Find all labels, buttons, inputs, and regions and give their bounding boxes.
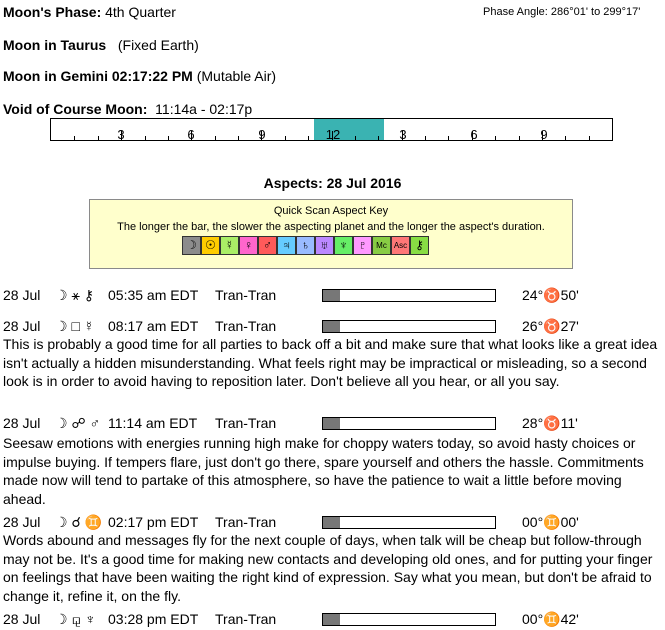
- quick-scan-aspect-key: [89, 199, 573, 269]
- aspect-row: [0, 611, 665, 629]
- timeline-label: 12: [325, 127, 341, 142]
- timeline-tick: [355, 136, 356, 140]
- moon-phase-line: [3, 4, 176, 20]
- phase-angle: Phase Angle: 286°01' to 299°17': [483, 6, 641, 18]
- aspect-duration-bar: [322, 613, 496, 626]
- timeline-tick: [425, 136, 426, 140]
- aspect-type: Tran-Tran: [215, 611, 277, 627]
- planet-key-swatch: Mc: [372, 236, 391, 255]
- timeline-tick: [378, 136, 379, 140]
- timeline-tick: [238, 136, 239, 140]
- aspect-glyphs: ☽ ☍ ♂: [55, 415, 101, 431]
- timeline-tick: [589, 136, 590, 140]
- aspect-date: 28 Jul: [3, 287, 41, 303]
- aspects-title: Aspects: 28 Jul 2016: [263, 175, 402, 191]
- aspect-time: 08:17 am EDT: [108, 318, 199, 334]
- aspect-key-description: The longer the bar, the slower the aspecting planet and the longer the aspect's duration.: [117, 221, 545, 233]
- aspect-position: 00°♊42': [522, 611, 579, 627]
- timeline-tick: [145, 136, 146, 140]
- timeline-tick: [308, 136, 309, 140]
- timeline-tick: [565, 136, 566, 140]
- void-of-course-label: Void of Course Moon:: [3, 101, 148, 117]
- aspect-duration-bar: [322, 417, 496, 430]
- aspect-position: 28°♉11': [522, 415, 578, 431]
- timeline-label: 9: [258, 127, 266, 142]
- moon-in-gemini-line: [3, 68, 276, 84]
- aspect-duration-bar: [322, 289, 496, 302]
- planet-key-swatch: ☽: [182, 236, 201, 255]
- planet-key-swatch: ♅: [315, 236, 334, 255]
- aspect-time: 02:17 pm EDT: [108, 514, 199, 530]
- planet-color-key: [182, 236, 429, 255]
- aspect-row: [0, 318, 665, 336]
- moon-phase-label: Moon's Phase:: [3, 4, 102, 20]
- aspect-date: 28 Jul: [3, 415, 41, 431]
- timeline-label: 3: [399, 127, 407, 142]
- aspect-duration-fill: [323, 517, 340, 528]
- moon-phase-value: 4th Quarter: [105, 4, 176, 20]
- planet-key-swatch: ☉: [201, 236, 220, 255]
- planet-key-swatch: ♇: [353, 236, 372, 255]
- aspect-time: 03:28 pm EDT: [108, 611, 199, 627]
- timeline-label: 3: [117, 127, 125, 142]
- void-of-course-value: 11:14a - 02:17p: [155, 101, 253, 117]
- planet-key-swatch: ♆: [334, 236, 353, 255]
- timeline-tick: [98, 136, 99, 140]
- aspect-row: [0, 415, 665, 433]
- timeline-tick: [74, 136, 75, 140]
- moon-in-taurus-note: (Fixed Earth): [117, 37, 199, 53]
- void-of-course-timeline: [50, 118, 613, 141]
- void-of-course-line: [3, 101, 252, 117]
- planet-key-swatch: ♀: [239, 236, 258, 255]
- timeline-label: 6: [470, 127, 478, 142]
- planet-key-swatch: ♄: [296, 236, 315, 255]
- moon-in-gemini-label: Moon in Gemini 02:17:22 PM: [3, 68, 193, 84]
- timeline-label: 6: [187, 127, 195, 142]
- aspect-date: 28 Jul: [3, 318, 41, 334]
- aspect-duration-fill: [323, 321, 340, 332]
- aspect-key-title: Quick Scan Aspect Key: [273, 205, 389, 217]
- aspect-duration-bar: [322, 320, 496, 333]
- aspect-row: [0, 287, 665, 305]
- aspect-description: Seesaw emotions with energies running high make for choppy waters today, so avoid hasty choices or impulse buying. If tempers flare, just don't go there, spare yourself and others the hassle. Commitments made now will tend to partake of this atmosphere, so have the patience to wait a little before moving ahead.: [3, 435, 644, 507]
- aspect-type: Tran-Tran: [215, 318, 277, 334]
- timeline-label: 9: [540, 127, 548, 142]
- aspect-type: Tran-Tran: [215, 287, 277, 303]
- aspect-glyphs: ☽ ⚼ ♆: [55, 611, 96, 627]
- aspect-row: [0, 514, 665, 532]
- planet-key-swatch: Asc: [391, 236, 410, 255]
- aspect-duration-bar: [322, 516, 496, 529]
- aspect-glyphs: ☽ □ ☿: [55, 318, 95, 334]
- aspect-duration-fill: [323, 614, 340, 625]
- aspect-date: 28 Jul: [3, 514, 41, 530]
- aspect-glyphs: ☽ ☌ ♊: [55, 514, 103, 530]
- aspect-date: 28 Jul: [3, 611, 41, 627]
- aspect-position: 00°♊00': [522, 514, 579, 530]
- planet-key-swatch: ☿: [220, 236, 239, 255]
- aspect-position: 26°♉27': [522, 318, 579, 334]
- timeline-tick: [448, 136, 449, 140]
- timeline-tick: [519, 136, 520, 140]
- planet-key-swatch: ♂: [258, 236, 277, 255]
- aspect-duration-fill: [323, 290, 340, 301]
- aspect-description: This is probably a good time for all parties to back off a bit and make sure that what looks like a great idea isn't actually a hidden misunderstanding. What feels right may be impractical or misleading, so a second look is in order to avoid having to reposition later. Don't believe all you hear, or all you say.: [3, 336, 658, 389]
- aspect-position: 24°♉50': [522, 287, 579, 303]
- aspect-time: 11:14 am EDT: [108, 415, 198, 431]
- aspect-description: Words abound and messages fly for the next couple of days, when talk will be cheap but follow-through may not be. It's a good time for making new contacts and developing old ones, and for putting your finger on feelings that have been waiting the right kind of expression. Say what you mean, but don't be afraid to change it, refine it, on the fly.: [3, 532, 653, 604]
- timeline-tick: [495, 136, 496, 140]
- timeline-tick: [285, 136, 286, 140]
- timeline-tick: [215, 136, 216, 140]
- planet-key-swatch: ♃: [277, 236, 296, 255]
- timeline-tick: [168, 136, 169, 140]
- aspect-glyphs: ☽ ⚹ ⚷: [55, 287, 94, 303]
- moon-in-gemini-note: (Mutable Air): [196, 68, 277, 84]
- moon-in-taurus-label: Moon in Taurus: [3, 37, 107, 53]
- aspect-type: Tran-Tran: [215, 514, 277, 530]
- aspect-time: 05:35 am EDT: [108, 287, 199, 303]
- aspect-duration-fill: [323, 418, 340, 429]
- planet-key-swatch: ⚷: [410, 236, 429, 255]
- aspect-type: Tran-Tran: [215, 415, 277, 431]
- moon-in-taurus-line: [3, 37, 199, 53]
